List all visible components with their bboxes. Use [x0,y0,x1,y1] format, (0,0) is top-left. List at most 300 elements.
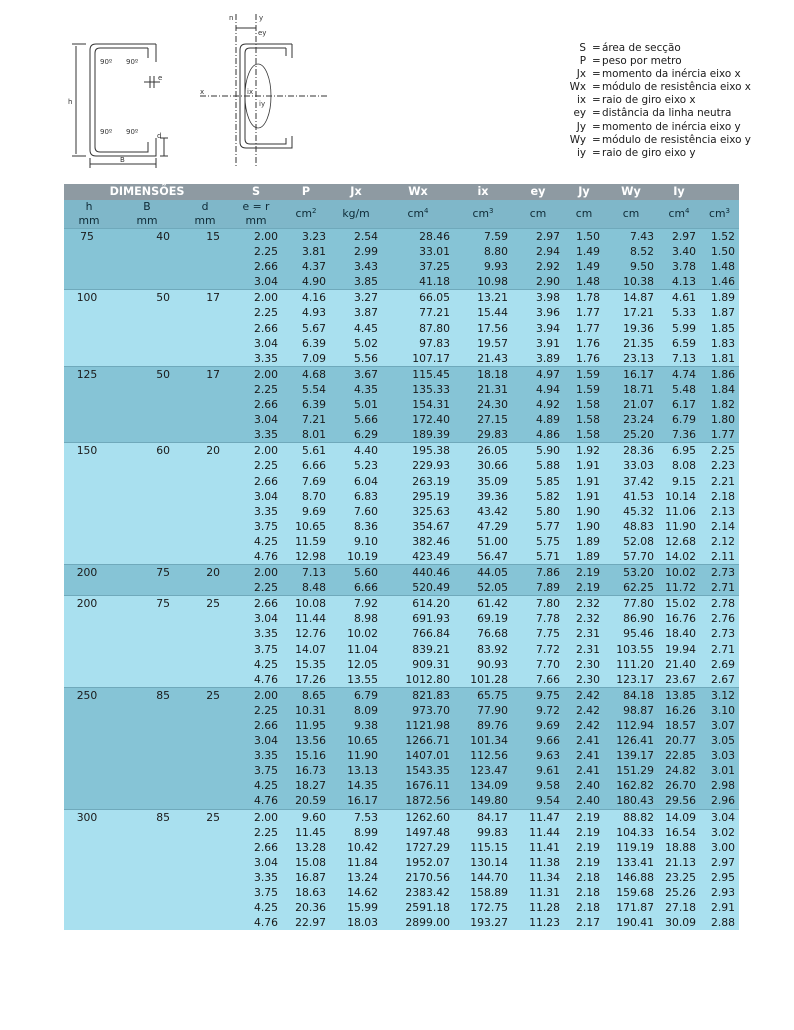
table-cell [64,305,114,320]
table-cell: 2.31 [564,642,604,657]
table-cell: 15.02 [658,596,700,612]
table-cell: 5.54 [282,382,330,397]
table-cell: 6.79 [658,412,700,427]
table-cell: 4.93 [282,305,330,320]
table-cell: 2.00 [230,687,282,703]
table-row [64,596,739,612]
table-cell [180,748,230,763]
table-cell: 9.75 [512,687,564,703]
table-cell: 11.31 [512,885,564,900]
table-cell: 6.95 [658,443,700,459]
table-cell: 158.89 [454,885,512,900]
table-cell: 16.87 [282,870,330,885]
table-cell: 5.66 [330,412,382,427]
table-cell: 28.46 [382,229,454,245]
table-cell: 4.86 [512,427,564,443]
table-row [64,336,739,351]
table-cell: 2.54 [330,229,382,245]
table-cell: 18.71 [604,382,658,397]
table-row [64,748,739,763]
table-cell: 1.48 [564,274,604,290]
unit-base: cm [709,207,726,220]
table-cell: 193.27 [454,915,512,930]
diagram-label: iy [259,100,266,108]
table-cell [114,458,180,473]
table-cell: 520.49 [382,580,454,596]
legend-symbol: Wy [569,133,586,146]
table-cell: 9.69 [282,504,330,519]
table-cell [180,580,230,596]
table-cell: 295.19 [382,489,454,504]
table-cell [64,321,114,336]
table-cell: 2899.00 [382,915,454,930]
table-cell [114,305,180,320]
table-cell: 89.76 [454,718,512,733]
table-cell: 171.87 [604,900,658,915]
table-cell: 839.21 [382,642,454,657]
legend-item [568,55,788,68]
table-cell: 20.77 [658,733,700,748]
table-cell: 17 [180,290,230,306]
table-cell: 5.82 [512,489,564,504]
table-cell: 1.50 [700,244,739,259]
table-cell [180,397,230,412]
legend-description: área de secção [602,42,681,54]
table-row [64,626,739,641]
table-cell: 3.75 [230,519,282,534]
table-cell [64,474,114,489]
table-cell [114,778,180,793]
header-row-titles [64,184,739,200]
table-row [64,549,739,565]
table-cell: 2.30 [564,657,604,672]
table-cell: 4.68 [282,366,330,382]
table-cell: 3.98 [512,290,564,306]
table-cell: 1543.35 [382,763,454,778]
legend-symbol: Jy [576,120,586,133]
table-cell: 2.42 [564,703,604,718]
table-cell: 26.05 [454,443,512,459]
table-cell: 1727.29 [382,840,454,855]
table-cell: 16.76 [658,611,700,626]
table-cell: 10.65 [282,519,330,534]
table-cell: 3.35 [230,626,282,641]
unit-exponent: 4 [424,207,429,215]
table-cell: 11.04 [330,642,382,657]
table-cell: 57.70 [604,549,658,565]
table-cell: 1.49 [564,244,604,259]
table-cell: 12.68 [658,534,700,549]
table-cell: 9.61 [512,763,564,778]
legend-item [568,42,788,55]
table-cell: 1497.48 [382,825,454,840]
table-cell: 15.99 [330,900,382,915]
table-cell: 12.76 [282,626,330,641]
table-cell [64,611,114,626]
table-cell: 2.19 [564,855,604,870]
table-cell [180,534,230,549]
table-cell [180,703,230,718]
table-cell: 4.40 [330,443,382,459]
table-cell: 3.04 [230,611,282,626]
legend-equals: = [592,94,601,107]
diagram-label: y [259,14,264,22]
table-cell: 1.80 [700,412,739,427]
table-cell [114,474,180,489]
table-cell: 2.23 [700,458,739,473]
table-cell: 20.59 [282,793,330,809]
table-row [64,443,739,459]
table-cell [114,259,180,274]
table-cell: 440.46 [382,565,454,581]
table-cell: 2.66 [230,718,282,733]
table-cell: 3.12 [700,687,739,703]
table-cell: 22.85 [658,748,700,763]
table-cell: 7.78 [512,611,564,626]
table-cell [180,274,230,290]
table-cell: 1.90 [564,504,604,519]
table-cell [114,870,180,885]
legend-equals: = [592,133,601,146]
table-cell: 6.83 [330,489,382,504]
table-row [64,870,739,885]
table-cell: 3.85 [330,274,382,290]
table-cell: 2.40 [564,793,604,809]
table-cell: 2.17 [564,915,604,930]
table-cell: 10.38 [604,274,658,290]
table-cell: 1.92 [564,443,604,459]
table-cell: 7.75 [512,626,564,641]
table-cell: 12.05 [330,657,382,672]
table-cell: 84.17 [454,809,512,825]
table-cell: 3.23 [282,229,330,245]
table-cell: 821.83 [382,687,454,703]
table-cell [114,519,180,534]
table-cell: 2.97 [700,855,739,870]
table-row [64,733,739,748]
table-cell: 1121.98 [382,718,454,733]
table-cell: 3.75 [230,763,282,778]
table-cell: 6.17 [658,397,700,412]
table-cell: 13.55 [330,672,382,688]
table-row [64,809,739,825]
legend-symbol: ix [576,94,586,107]
table-cell: 4.74 [658,366,700,382]
table-cell: 9.50 [604,259,658,274]
table-cell: 1407.01 [382,748,454,763]
table-cell: 135.33 [382,382,454,397]
table-cell: 1.50 [564,229,604,245]
table-row [64,366,739,382]
table-cell: 1872.56 [382,793,454,809]
table-cell: 8.65 [282,687,330,703]
unit-base: cm [407,207,424,220]
table-cell: 263.19 [382,474,454,489]
table-cell [64,703,114,718]
table-cell: 151.29 [604,763,658,778]
table-cell: 146.88 [604,870,658,885]
table-cell: 144.70 [454,870,512,885]
table-cell: 2.69 [700,657,739,672]
table-cell: 1.82 [700,397,739,412]
diagram-label: 90º [126,58,139,66]
table-cell: 27.15 [454,412,512,427]
table-cell: 5.88 [512,458,564,473]
table-cell: 3.35 [230,427,282,443]
table-cell: 16.54 [658,825,700,840]
table-cell: 1.85 [700,321,739,336]
table-cell: 5.71 [512,549,564,565]
table-cell: 20.36 [282,900,330,915]
table-cell: 7.72 [512,642,564,657]
table-cell: 2.25 [230,382,282,397]
table-cell: 614.20 [382,596,454,612]
diagram-label: e [158,74,163,82]
table-cell: 2.73 [700,565,739,581]
table-cell: 12.98 [282,549,330,565]
table-cell: 1262.60 [382,809,454,825]
table-cell: 11.45 [282,825,330,840]
table-row [64,885,739,900]
table-cell: 43.42 [454,504,512,519]
table-cell: 2.71 [700,580,739,596]
table-row [64,259,739,274]
table-cell: 1.58 [564,397,604,412]
table-cell: 2.25 [230,580,282,596]
legend-description: momento de inércia eixo y [602,120,741,133]
table-cell: 5.80 [512,504,564,519]
table-cell [180,672,230,688]
table-cell [180,412,230,427]
table-cell: 69.19 [454,611,512,626]
col-title: Wy [604,184,658,200]
table-cell: 17.26 [282,672,330,688]
table-cell [114,351,180,367]
table-cell: 2.00 [230,565,282,581]
table-cell [114,382,180,397]
table-row [64,840,739,855]
table-cell: 107.17 [382,351,454,367]
table-cell: 5.90 [512,443,564,459]
table-cell: 19.57 [454,336,512,351]
table-cell: 134.09 [454,778,512,793]
table-row [64,412,739,427]
table-cell [180,549,230,565]
table-cell [64,549,114,565]
table-cell: 97.83 [382,336,454,351]
table-cell: 126.41 [604,733,658,748]
table-cell: 13.24 [330,870,382,885]
table-cell: 62.25 [604,580,658,596]
table-cell [114,672,180,688]
table-cell: 11.06 [658,504,700,519]
table-cell [114,642,180,657]
table-cell: 8.36 [330,519,382,534]
table-cell: 77.80 [604,596,658,612]
table-cell: 5.99 [658,321,700,336]
table-cell: 48.83 [604,519,658,534]
table-cell [114,580,180,596]
table-cell: 2.41 [564,733,604,748]
table-cell [114,244,180,259]
table-cell [180,870,230,885]
table-row [64,290,739,306]
table-cell: 4.61 [658,290,700,306]
table-cell [180,244,230,259]
table-cell: 11.34 [512,870,564,885]
table-cell [64,763,114,778]
table-cell: 15.44 [454,305,512,320]
table-cell: 104.33 [604,825,658,840]
table-cell: 3.40 [658,244,700,259]
table-cell [64,519,114,534]
table-cell: 130.14 [454,855,512,870]
table-cell [114,412,180,427]
table-cell: 18.40 [658,626,700,641]
table-row [64,305,739,320]
table-cell: 14.35 [330,778,382,793]
table-cell: 7.36 [658,427,700,443]
table-row [64,565,739,581]
table-cell: 11.84 [330,855,382,870]
dim-title: h [64,200,114,214]
table-row [64,382,739,397]
table-cell [114,840,180,855]
table-cell: 2.31 [564,626,604,641]
table-cell [64,840,114,855]
table-cell: 8.52 [604,244,658,259]
unit-title [604,200,658,229]
legend-item [568,68,788,81]
col-title: S [230,184,282,200]
table-cell: 37.25 [382,259,454,274]
table-cell: 1.46 [700,274,739,290]
table-cell: 51.00 [454,534,512,549]
diagram-label: 90º [100,58,113,66]
table-cell [64,825,114,840]
table-cell: 1.76 [564,351,604,367]
table-row [64,534,739,549]
table-cell: 2.97 [658,229,700,245]
table-cell: 25 [180,596,230,612]
table-cell: 37.42 [604,474,658,489]
table-cell: 17.56 [454,321,512,336]
table-cell: 2383.42 [382,885,454,900]
table-cell: 3.07 [700,718,739,733]
table-cell: 300 [64,809,114,825]
table-cell: 5.75 [512,534,564,549]
diagram-label: n [229,14,234,22]
table-cell: 87.80 [382,321,454,336]
unit-base: cm [529,207,547,220]
table-cell [64,336,114,351]
table-cell [64,657,114,672]
header-row-dims [64,200,739,214]
table-row [64,718,739,733]
table-cell: 123.17 [604,672,658,688]
table-cell: 2.25 [230,458,282,473]
table-cell: 19.94 [658,642,700,657]
legend-item [568,94,788,107]
table-cell: 909.31 [382,657,454,672]
table-cell: 1.87 [700,305,739,320]
table-cell: 2170.56 [382,870,454,885]
table-cell [114,274,180,290]
table-cell: 10.65 [330,733,382,748]
table-cell: 9.54 [512,793,564,809]
table-cell: 200 [64,596,114,612]
table-cell [114,885,180,900]
table-cell: 21.07 [604,397,658,412]
table-cell: 1.89 [564,549,604,565]
table-cell [114,489,180,504]
table-cell: 4.16 [282,290,330,306]
table-cell: 6.66 [282,458,330,473]
table-cell: 61.42 [454,596,512,612]
table-cell: 172.40 [382,412,454,427]
table-cell [180,718,230,733]
table-cell: 99.83 [454,825,512,840]
legend-item [568,81,788,94]
table-cell: 2.18 [564,870,604,885]
table-cell: 2.18 [564,900,604,915]
table-cell: 10.98 [454,274,512,290]
table-row [64,855,739,870]
table-cell [180,458,230,473]
table-cell: 4.76 [230,672,282,688]
table-cell: 180.43 [604,793,658,809]
table-row [64,793,739,809]
table-cell: 8.70 [282,489,330,504]
table-cell: 7.09 [282,351,330,367]
table-cell [180,519,230,534]
table-cell: 3.27 [330,290,382,306]
table-cell: 15 [180,229,230,245]
dim-unit: mm [230,214,282,229]
table-cell: 18.03 [330,915,382,930]
table-cell: 33.01 [382,244,454,259]
table-cell: 123.47 [454,763,512,778]
table-cell: 13.28 [282,840,330,855]
unit-exponent: 3 [489,207,494,215]
table-cell: 3.94 [512,321,564,336]
table-cell: 5.61 [282,443,330,459]
table-cell: 2.66 [230,474,282,489]
table-cell: 75 [114,596,180,612]
table-cell: 4.45 [330,321,382,336]
table-cell: 4.35 [330,382,382,397]
table-cell: 150 [64,443,114,459]
table-cell: 1.91 [564,489,604,504]
table-cell: 75 [114,565,180,581]
table-cell: 4.90 [282,274,330,290]
unit-exponent: 4 [685,207,690,215]
table-cell [180,474,230,489]
table-cell: 3.00 [700,840,739,855]
table-cell [64,489,114,504]
table-cell: 2.40 [564,778,604,793]
unit-base: kg/m [342,207,370,220]
table-cell: 1676.11 [382,778,454,793]
table-cell: 2.96 [700,793,739,809]
table-cell [180,336,230,351]
table-cell: 25.20 [604,427,658,443]
table-cell: 6.59 [658,336,700,351]
table-cell: 1.91 [564,458,604,473]
table-cell: 5.01 [330,397,382,412]
table-cell: 691.93 [382,611,454,626]
unit-title [282,200,330,229]
